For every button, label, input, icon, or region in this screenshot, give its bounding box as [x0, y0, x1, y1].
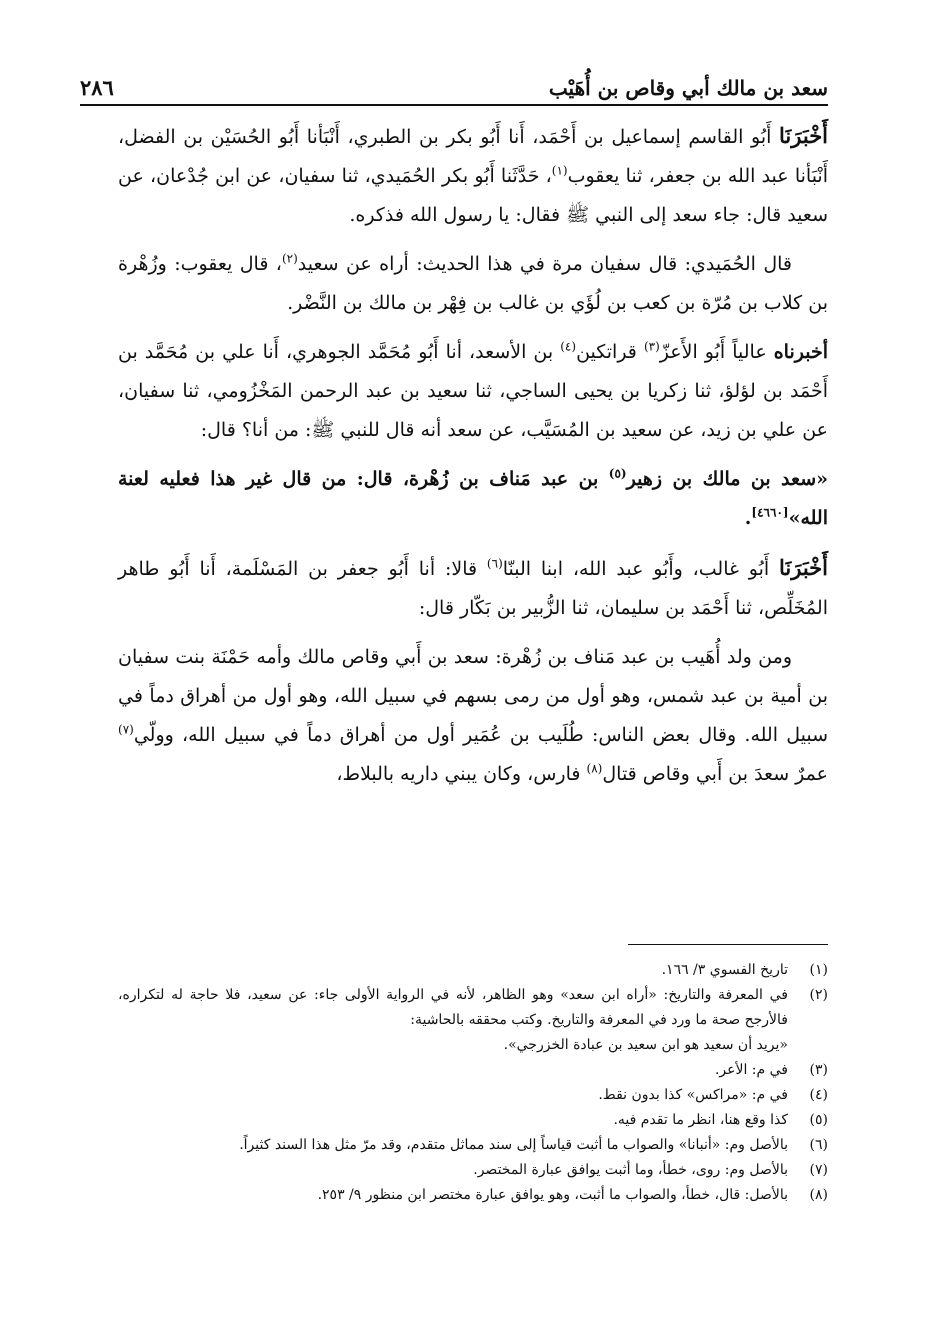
footnote-number: (٤)	[809, 1087, 828, 1103]
paragraph-text: فارس، وكان يبني داريه بالبلاط،	[336, 763, 587, 785]
footnote-text: بالأصل: قال، خطأ، والصواب ما أثبت، وهو يوافق عبارة مختصر ابن منظور ٩/ ٢٥٣.	[317, 1187, 788, 1203]
footnote-marker: (٤)	[560, 339, 577, 354]
footnote	[118, 958, 828, 983]
footnote-number: (٧)	[809, 1162, 828, 1178]
footnote-marker: (٧)	[118, 722, 134, 737]
footnote-number: (٣)	[809, 1062, 828, 1078]
footnote-marker: (١)	[551, 163, 568, 178]
paragraph-lead: أخبرناه	[773, 341, 828, 363]
footnote-marker: (٣)	[643, 339, 660, 354]
footnote-text: في م: «مراكس» كذا بدون نقط.	[598, 1087, 788, 1103]
footnote-marker: (٨)	[586, 761, 603, 776]
paragraph-text: ، حَدَّثَنا أَبُو بكر الحُمَيدي، ثنا سفيان، عن ابن جُدْعان، عن سعيد قال: جاء سعد إلى النبي ﷺ فقال: يا رسول الله فذكره.	[118, 165, 828, 226]
footnote-number: (٦)	[809, 1137, 828, 1153]
footnote-text: تاريخ الفسوي ٣/ ١٦٦.	[661, 962, 788, 978]
footnote-continuation: «يريد أن سعيد هو ابن سعيد بن عبادة الخزرجي».	[503, 1037, 788, 1053]
footnote-text: في المعرفة والتاريخ: «أراه ابن سعد» وهو الظاهر، لأنه في الرواية الأولى جاء: عن سعيد، فلا حاجة له لتكراره، فالأرجح صحة ما ورد في المعرفة والتاريخ. وكتب محققه بالحاشية:	[118, 987, 788, 1028]
paragraph-lead: أَخْبَرَنَا	[779, 123, 829, 148]
footnote-number: (١)	[809, 962, 828, 978]
footnotes	[118, 958, 828, 1208]
paragraph	[118, 245, 828, 323]
footnote-marker: (٥)	[608, 466, 627, 481]
footnote	[118, 1158, 828, 1183]
paragraph-lead: أَخْبَرَنَا	[779, 555, 828, 580]
footnote-text: بالأصل وم: «أنبانا» والصواب ما أثبت قياساً إلى سند مماثل متقدم، وقد مرّ مثل هذا السند كثيراً.	[239, 1137, 788, 1153]
footnote-marker: (٢)	[281, 251, 298, 266]
footnote	[118, 983, 828, 1033]
footnote	[118, 1083, 828, 1108]
page-number: ٢٨٦	[80, 75, 114, 100]
main-text	[118, 116, 828, 804]
footnote	[118, 1133, 828, 1158]
footnote	[118, 1108, 828, 1133]
paragraph-text: قالا: أنا أَبُو جعفر بن المَسْلَمة، أَنا أَبُو طاهر المُخَلِّص، ثنا أَحْمَد بن سليمان، ثنا الزُّبير بن بَكّار قال:	[118, 558, 828, 619]
paragraph-text: «سعد بن مالك بن زهير	[626, 468, 828, 490]
footnote-text: في م: الأعر.	[714, 1062, 788, 1078]
running-title: سعد بن مالك أبي وقاص بن أُهَيْب	[548, 76, 828, 100]
paragraph-text: ، قال يعقوب: وزُهْرة بن كلاب بن مُرّة بن كعب بن لُؤَي بن غالب بن فِهْر بن مالك بن النَّضْر.	[118, 253, 828, 314]
paragraph-text: ومن ولد أُهَيب بن عبد مَناف بن زُهْرة: سعد بن أَبي وقاص مالك وأمه حَمْنَة بنت سفيان بن أمية بن عبد شمس، وهو أول من رمى بسهم في سبيل الله، وهو أول من أهراق دماً في سبيل الله. وقال بعض الناس: طُلَيب بن عُمَير أول من أهراق دماً في سبيل الله، وولّي	[118, 646, 828, 746]
footnote-separator	[628, 944, 828, 945]
paragraph-text: عالياً أَبُو الأَعزّ	[659, 341, 774, 363]
paragraph-text: قال الحُمَيدي: قال سفيان مرة في هذا الحديث: أراه عن سعيد	[297, 253, 792, 275]
footnote-marker: (٦)	[486, 556, 503, 571]
footnote-text: بالأصل وم: روى، خطأ، وما أثبت يوافق عبارة المختصر.	[473, 1162, 788, 1178]
paragraph	[118, 333, 828, 450]
paragraph-text: أَبُو غالب، وأَبُو عبد الله، ابنا البنّا	[502, 558, 780, 580]
footnote-text: كذا وقع هنا، انظر ما تقدم فيه.	[613, 1112, 788, 1128]
paragraph	[118, 116, 828, 235]
footnote-number: (٥)	[809, 1112, 828, 1128]
footnote	[118, 1058, 828, 1083]
paragraph	[118, 548, 828, 628]
paragraph-text: بن عبد مَناف بن زُهْرة، قال: من قال غير هذا فعليه لعنة الله»	[118, 468, 828, 529]
hadith-quote	[118, 460, 828, 538]
paragraph-text: أَبُو القاسم إسماعيل بن أَحْمَد، أَنا أَبُو بكر بن الطبري، أَنْبَأنا أَبُو الحُسَيْن بن الفضل، أَنْبَأنا عبد الله بن جعفر، ثنا يعقوب	[118, 126, 828, 187]
footnote-number: (٢)	[809, 987, 828, 1003]
paragraph	[118, 638, 828, 794]
hadith-number: [٤٦٦٠]	[751, 505, 789, 520]
footnote-number: (٨)	[809, 1187, 828, 1203]
footnote	[118, 1183, 828, 1208]
paragraph-text: عمرٌ سعدَ بن أَبي وقاص قتال	[602, 763, 828, 785]
paragraph-text: .	[744, 507, 752, 529]
paragraph-text: قراتكين	[576, 341, 644, 363]
page-header	[80, 60, 828, 106]
paragraph-text: بن الأسعد، أنا أَبُو مُحَمَّد الجوهري، أَنا علي بن مُحَمَّد بن أَحْمَد بن لؤلؤ، ثنا زكريا بن يحيى الساجي، ثنا سعيد بن عبد الرحمن المَخْزُومي، ثنا سفيان، عن علي بن زيد، عن سعيد بن المُسَيَّب، عن سعد أنه قال للنبي ﷺ: من أنا؟ قال:	[118, 341, 828, 441]
